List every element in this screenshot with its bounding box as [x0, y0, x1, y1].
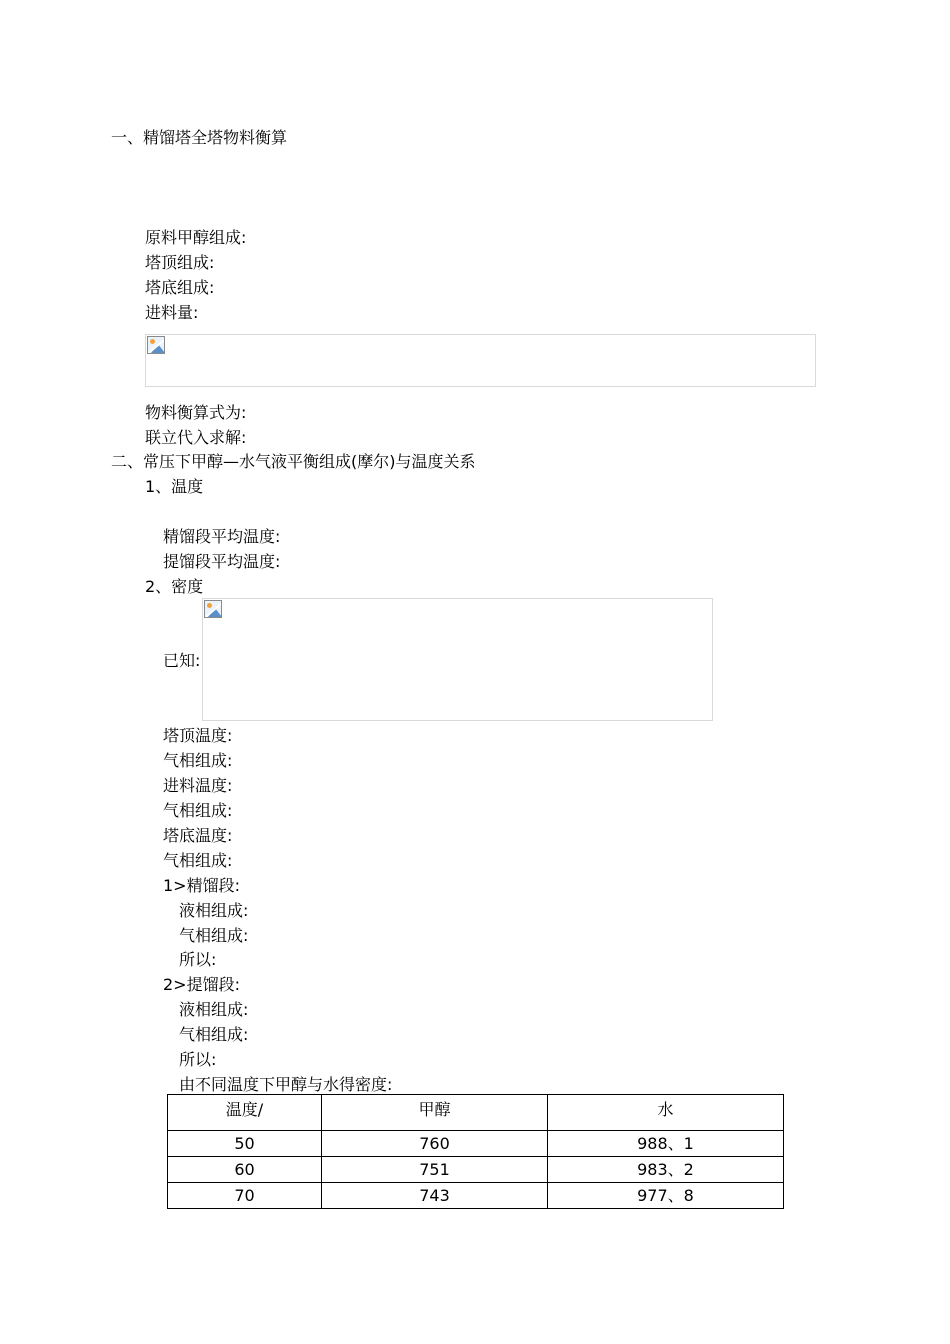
bottom-vapor-composition-label: 气相组成: [163, 851, 233, 870]
table-cell: 743 [322, 1183, 548, 1209]
density-table [167, 1094, 784, 1209]
stripping-vapor-composition-label: 气相组成: [179, 1025, 249, 1044]
feed-methanol-composition-label: 原料甲醇组成: [145, 228, 247, 247]
temperature-heading: 1、温度 [145, 477, 204, 496]
rectifying-therefore-label: 所以: [179, 950, 217, 969]
feed-vapor-composition-label: 气相组成: [163, 801, 233, 820]
table-header-row [168, 1095, 784, 1131]
material-balance-label: 物料衡算式为: [145, 403, 247, 422]
feed-amount-label: 进料量: [145, 303, 199, 322]
section-2-heading: 二、常压下甲醇—水气液平衡组成(摩尔)与温度关系 [111, 452, 476, 471]
column-header-temperature: 温度/ [168, 1095, 322, 1131]
table-cell: 70 [168, 1183, 322, 1209]
table-row [168, 1183, 784, 1209]
table-cell: 751 [322, 1157, 548, 1183]
table-cell: 988、1 [548, 1131, 784, 1157]
feed-temperature-label: 进料温度: [163, 776, 233, 795]
column-header-methanol: 甲醇 [322, 1095, 548, 1131]
table-row [168, 1131, 784, 1157]
rectifying-section-heading: 1>精馏段: [163, 876, 240, 895]
table-cell: 60 [168, 1157, 322, 1183]
table-cell: 977、8 [548, 1183, 784, 1209]
formula-image-placeholder [145, 334, 816, 387]
column-header-water: 水 [548, 1095, 784, 1131]
rectifying-avg-temp-label: 精馏段平均温度: [163, 527, 281, 546]
broken-image-icon [204, 600, 222, 618]
bottom-temperature-label: 塔底温度: [163, 826, 233, 845]
top-composition-label: 塔顶组成: [145, 253, 215, 272]
top-vapor-composition-label: 气相组成: [163, 751, 233, 770]
table-cell: 50 [168, 1131, 322, 1157]
rectifying-vapor-composition-label: 气相组成: [179, 926, 249, 945]
density-heading: 2、密度 [145, 577, 204, 596]
table-cell: 760 [322, 1131, 548, 1157]
top-temperature-label: 塔顶温度: [163, 726, 233, 745]
bottom-composition-label: 塔底组成: [145, 278, 215, 297]
stripping-therefore-label: 所以: [179, 1050, 217, 1069]
stripping-avg-temp-label: 提馏段平均温度: [163, 552, 281, 571]
table-row [168, 1157, 784, 1183]
stripping-liquid-composition-label: 液相组成: [179, 1000, 249, 1019]
rectifying-liquid-composition-label: 液相组成: [179, 901, 249, 920]
known-label: 已知: [163, 651, 201, 670]
stripping-section-heading: 2>提馏段: [163, 975, 240, 994]
table-cell: 983、2 [548, 1157, 784, 1183]
solve-label: 联立代入求解: [145, 428, 247, 447]
section-1-heading: 一、精馏塔全塔物料衡算 [111, 128, 288, 147]
known-data-image-placeholder [202, 598, 713, 721]
broken-image-icon [147, 336, 165, 354]
density-table-caption: 由不同温度下甲醇与水得密度: [179, 1075, 393, 1094]
